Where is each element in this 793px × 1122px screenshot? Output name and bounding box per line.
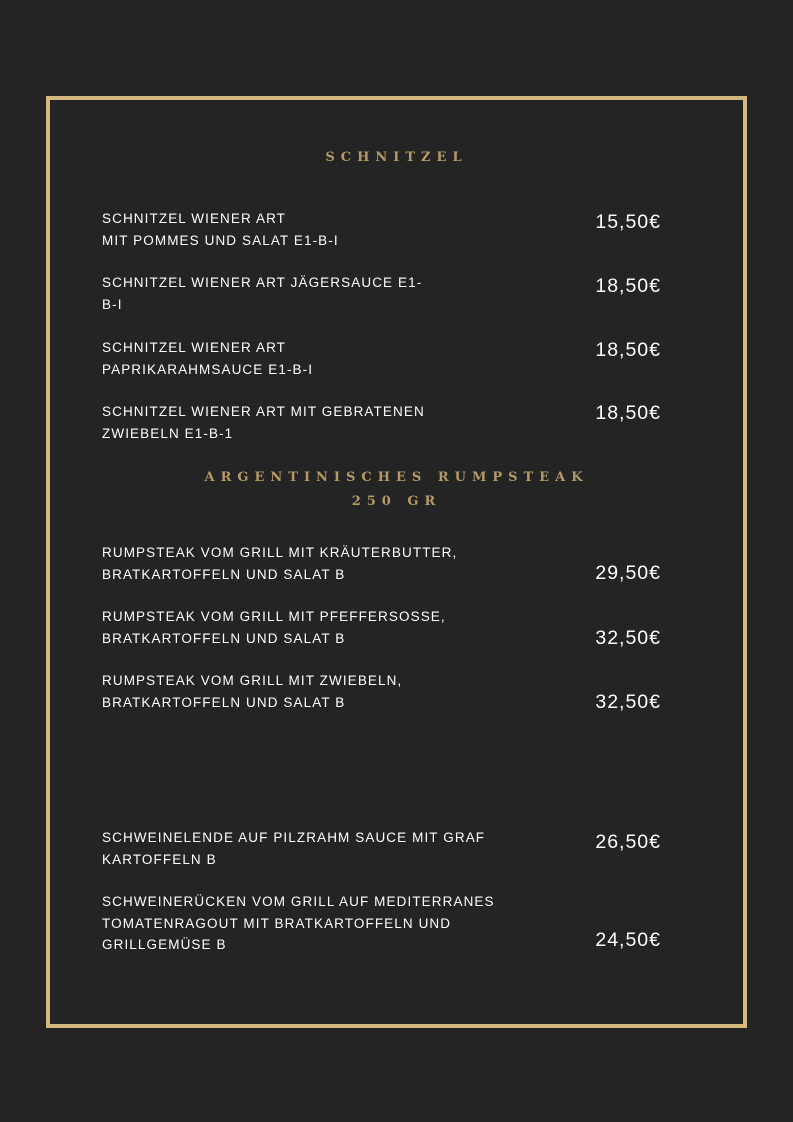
- menu-item-description: SCHNITZEL WIENER ART JÄGERSAUCE E1- B-I: [102, 275, 423, 312]
- menu-item-price: 32,50€: [595, 627, 661, 649]
- section-heading-rumpsteak: ARGENTINISCHES RUMPSTEAK 250 GR: [204, 470, 589, 509]
- menu-item-price: 18,50€: [595, 339, 661, 361]
- menu-item-description: SCHWEINERÜCKEN VOM GRILL AUF MEDITERRANES TOMATENRAGOUT MIT BRATKARTOFFELN UND GRILLGEMÜSE B: [102, 894, 495, 952]
- menu-item-price: 26,50€: [595, 831, 661, 853]
- section-heading-schnitzel: SCHNITZEL: [325, 150, 468, 165]
- menu-item-description: RUMPSTEAK VOM GRILL MIT KRÄUTERBUTTER, BRATKARTOFFELN UND SALAT B: [102, 545, 458, 582]
- menu-item-price: 15,50€: [595, 211, 661, 233]
- menu-item-description: SCHNITZEL WIENER ART MIT GEBRATENEN ZWIEBELN E1-B-1: [102, 404, 425, 441]
- menu-item-price: 18,50€: [595, 275, 661, 297]
- menu-item-description: RUMPSTEAK VOM GRILL MIT ZWIEBELN, BRATKARTOFFELN UND SALAT B: [102, 673, 403, 710]
- menu-item-description: SCHNITZEL WIENER ART PAPRIKARAHMSAUCE E1-B-I: [102, 340, 314, 377]
- menu-item-price: 18,50€: [595, 402, 661, 424]
- menu-item-price: 24,50€: [595, 929, 661, 951]
- menu-item-description: SCHWEINELENDE AUF PILZRAHM SAUCE MIT GRAF KARTOFFELN B: [102, 830, 486, 867]
- menu-item-description: SCHNITZEL WIENER ART MIT POMMES UND SALAT E1-B-I: [102, 211, 339, 248]
- menu-item-price: 29,50€: [595, 562, 661, 584]
- menu-item-description: RUMPSTEAK VOM GRILL MIT PFEFFERSOSSE, BRATKARTOFFELN UND SALAT B: [102, 609, 446, 646]
- menu-item-price: 32,50€: [595, 691, 661, 713]
